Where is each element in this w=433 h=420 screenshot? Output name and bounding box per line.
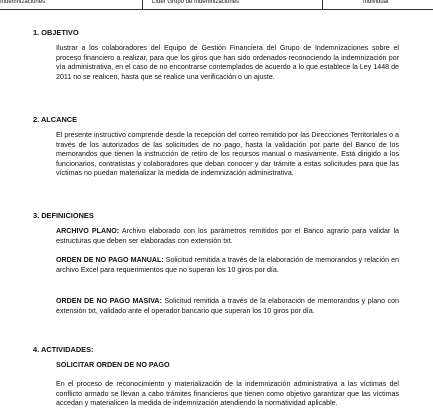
definition-term: ARCHIVO PLANO: — [56, 227, 120, 235]
header-divider — [142, 0, 143, 9]
definition-no-pago-manual — [56, 256, 399, 275]
activity-subtitle: SOLICITAR ORDEN DE NO PAGO — [56, 360, 170, 369]
definition-text: Solicitud remitida a través de la elaboración de memorandos y plano con extensión txt, validado ante el operador bancario que superan los 10 giros por día. — [56, 297, 399, 315]
definition-term: ORDEN DE NO PAGO MANUAL: — [56, 256, 164, 264]
section-title-alcance: 2. ALCANCE — [33, 115, 78, 124]
section-title-definiciones: 3. DEFINICIONES — [33, 211, 94, 220]
document-header-table — [0, 0, 433, 10]
definition-no-pago-masiva — [56, 297, 399, 316]
header-cell-type: Individual — [363, 0, 389, 5]
definition-text: Archivo elaborado con los parámetros remitidos por el Banco agrario para validar la estructuras que deben ser elaboradas con extensión txt. — [56, 227, 400, 245]
definition-term: ORDEN DE NO PAGO MASIVA: — [56, 297, 162, 305]
definition-archivo-plano — [56, 227, 399, 246]
header-cell-process: Indemnizaciones — [0, 0, 46, 5]
objetivo-paragraph: Ilustrar a los colaboradores del Equipo de Gestión Financiera del Grupo de Indemnizaciones sobre el proceso financiero a realizar, para que los giros que han sido ordenados reconociendo la indemnización por vía administrativa, en el caso de no encontrarse contemplados de acuerdo a lo que establece la Ley 1448 de 2011 no se realicen, hasta que se realice una verificación o un ajuste. — [56, 44, 399, 81]
actividades-paragraph: En el proceso de reconocimiento y materialización de la indemnización administrativa a las víctimas del conflicto armado se llevan a cabo trámites financieros que tienen como objetivo garantizar que las víctimas accedan y materialicen la medida de indemnización atendiendo la normatividad aplicable. — [56, 380, 399, 407]
definition-text: Solicitud remitida a través de la elaboración de memorandos y relación en archivo Excel para requerimientos que no superan los 10 giros por día. — [56, 256, 399, 274]
header-cell-responsible: Líder Grupo de Indemnizaciones — [152, 0, 240, 5]
section-title-objetivo: 1. OBJETIVO — [33, 28, 79, 37]
section-title-actividades: 4. ACTIVIDADES: — [33, 345, 94, 354]
alcance-paragraph: El presente instructivo comprende desde la recepción del correo remitido por las Direcciones Territoriales o a través de los autorizados de las solicitudes de no pago, hasta la validación por parte del Banco de los memorandos que tienen la instrucción de retiro de los recursos manual o masivamente. Está dirigido a los funcionarios, contratistas y colaboradores que deban conocer y dar trámite a estas solicitudes para que las víctimas no puedan materializar la medida de indemnización administrativa. — [56, 131, 399, 177]
header-divider — [322, 0, 323, 9]
